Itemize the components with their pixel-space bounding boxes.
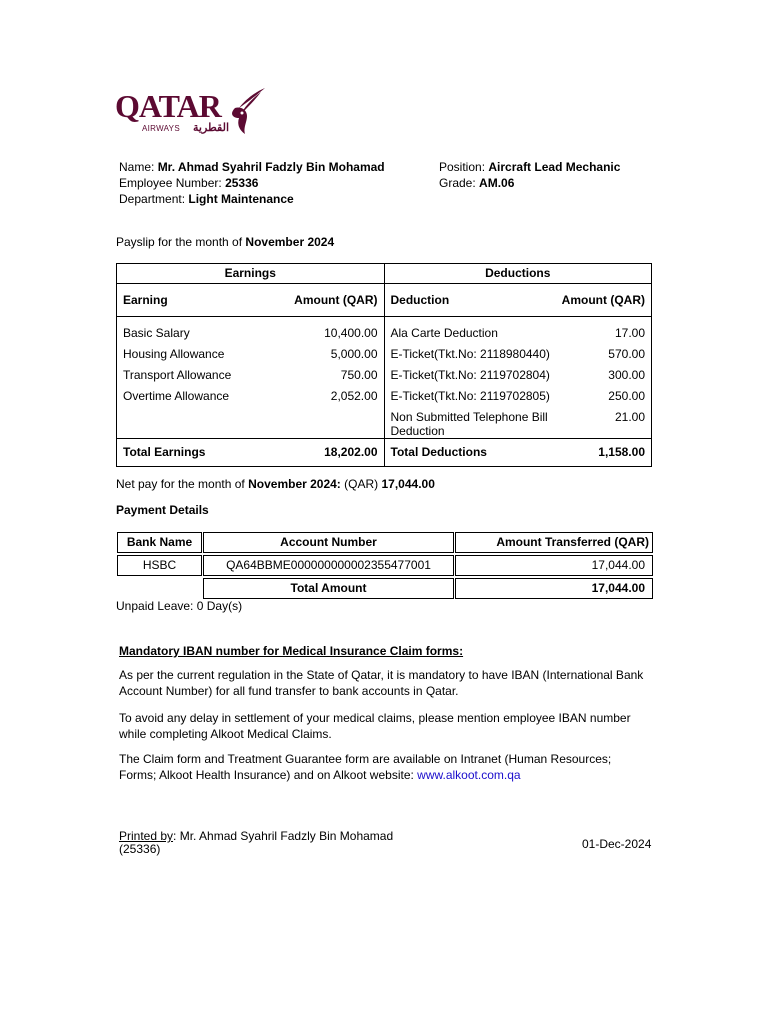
employee-name: Mr. Ahmad Syahril Fadzly Bin Mohamad [157, 160, 385, 174]
printed-by: Printed by: Mr. Ahmad Syahril Fadzly Bin Mohamad (25336) [119, 829, 394, 856]
employee-number-line: Employee Number: 25336 [119, 176, 259, 190]
position: Aircraft Lead Mechanic [488, 160, 621, 174]
iban-paragraph-1: As per the current regulation in the State of Qatar, it is mandatory to have IBAN (International Bank Account Number) for all fund transfer to bank accounts in Qatar. [119, 668, 644, 698]
oryx-icon [225, 86, 267, 134]
deductions-column [384, 264, 652, 467]
amount-transferred-cell: 17,044.00 [455, 555, 653, 576]
total-deductions: Total Deductions 1,158.00 [390, 445, 645, 459]
qatar-airways-logo [115, 86, 265, 138]
deduction-row: E-Ticket(Tkt.No: 2118980440) 570.00 [390, 347, 645, 361]
deduction-row: E-Ticket(Tkt.No: 2119702805) 250.00 [390, 389, 645, 403]
unpaid-leave: Unpaid Leave: 0 Day(s) [116, 599, 243, 613]
grade: AM.06 [479, 176, 515, 190]
employee-name-line: Name: Mr. Ahmad Syahril Fadzly Bin Mohamad [119, 160, 385, 174]
bank-name-header: Bank Name [117, 532, 202, 553]
department-line: Department: Light Maintenance [119, 192, 294, 206]
earning-row: Overtime Allowance 2,052.00 [123, 389, 378, 403]
iban-paragraph-2: To avoid any delay in settlement of your medical claims, please mention employee IBAN number while completing Alkoot Medical Claims. [119, 711, 631, 741]
logo-wordmark: QATAR [115, 88, 221, 124]
iban-paragraph-3: The Claim form and Treatment Guarantee form are available on Intranet (Human Resources; Forms; Alkoot Health Insurance) and on Alkoot website: www.alkoot.com.qa [119, 752, 612, 782]
account-number-cell: QA64BBME000000000002355477001 [203, 555, 454, 576]
account-number-header: Account Number [203, 532, 454, 553]
earnings-deductions-table [116, 263, 652, 467]
print-date: 01-Dec-2024 [582, 837, 652, 851]
deductions-title: Deductions [385, 264, 652, 284]
payslip-month: Payslip for the month of November 2024 [116, 235, 335, 249]
earning-row: Transport Allowance 750.00 [123, 368, 378, 382]
logo-airways: AIRWAYS [142, 124, 180, 133]
position-line: Position: Aircraft Lead Mechanic [439, 160, 621, 174]
earnings-header: Earning Amount (QAR) [117, 284, 384, 317]
earnings-title: Earnings [117, 264, 384, 284]
printed-by-id: (25336) [119, 842, 161, 856]
earning-row: Housing Allowance 5,000.00 [123, 347, 378, 361]
department: Light Maintenance [188, 192, 294, 206]
bank-name-cell: HSBC [117, 555, 202, 576]
total-earnings: Total Earnings 18,202.00 [123, 445, 378, 459]
deduction-row: Ala Carte Deduction 17.00 [390, 326, 645, 340]
deduction-row: Non Submitted Telephone Bill Deduction 21.00 [390, 410, 645, 438]
logo-arabic: القطرية [193, 122, 230, 134]
net-pay-amount: 17,044.00 [381, 477, 435, 491]
employee-number: 25336 [225, 176, 259, 190]
deductions-header: Deduction Amount (QAR) [385, 284, 652, 317]
earning-row: Basic Salary 10,400.00 [123, 326, 378, 340]
total-amount-label: Total Amount [203, 578, 454, 599]
deduction-row: E-Ticket(Tkt.No: 2119702804) 300.00 [390, 368, 645, 382]
amount-transferred-header: Amount Transferred (QAR) [455, 532, 653, 553]
deductions-list [385, 317, 652, 439]
earnings-list [117, 317, 384, 439]
iban-heading: Mandatory IBAN number for Medical Insurance Claim forms: [119, 644, 464, 658]
net-pay: Net pay for the month of November 2024: (QAR) 17,044.00 [116, 477, 435, 491]
earnings-column [117, 264, 385, 467]
alkoot-website-link[interactable]: www.alkoot.com.qa [417, 768, 521, 782]
payment-details-heading: Payment Details [116, 503, 209, 517]
printed-by-name: Mr. Ahmad Syahril Fadzly Bin Mohamad [179, 829, 394, 843]
total-amount-value: 17,044.00 [455, 578, 653, 599]
grade-line: Grade: AM.06 [439, 176, 515, 190]
